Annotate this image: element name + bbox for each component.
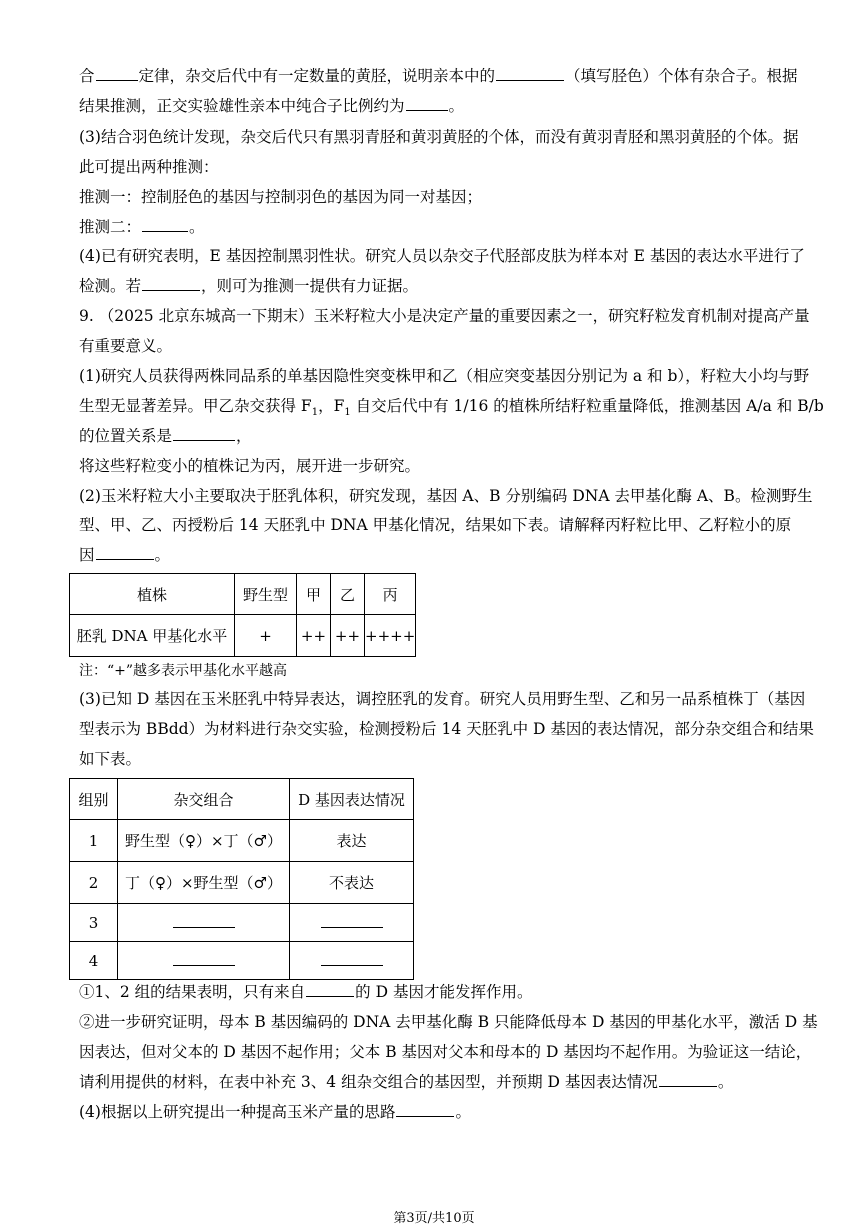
line-14: 将这些籽粒变小的植株记为丙，展开进一步研究。: [79, 457, 421, 475]
answer-blank[interactable]: [396, 1102, 454, 1117]
table-cell-blank[interactable]: [290, 942, 414, 980]
table-cell: 丁（♀）×野生型（♂）: [118, 862, 290, 904]
line-6: [79, 217, 205, 237]
text: ①1、2 组的结果表明，只有来自: [79, 983, 306, 1001]
answer-blank[interactable]: [173, 915, 235, 928]
answer-blank[interactable]: [173, 426, 235, 441]
subscript: 1: [344, 407, 351, 419]
answer-blank[interactable]: [142, 217, 188, 232]
table-cell: ++: [331, 615, 365, 657]
table-cell-blank[interactable]: [290, 904, 414, 942]
table-header: 野生型: [235, 574, 297, 615]
answer-blank[interactable]: [142, 276, 200, 291]
text: 的位置关系是: [79, 427, 173, 445]
text: 。: [455, 1103, 471, 1121]
text: 生型无显著差异。甲乙杂交获得 F: [79, 397, 312, 415]
text: 的 D 基因才能发挥作用。: [355, 983, 533, 1001]
text: 合: [79, 67, 95, 85]
text: 检测。若: [79, 277, 142, 295]
text: 请利用提供的材料，在表中补充 3、4 组杂交组合的基因型，并预期 D 基因表达情况: [79, 1073, 658, 1091]
text: （填写胫色）个体有杂合子。根据: [565, 67, 798, 85]
answer-blank[interactable]: [321, 953, 383, 966]
text: 自交后代中有 1/16 的植株所结籽粒重量降低，推测基因 A/a 和 B/b: [350, 397, 824, 415]
table-cell-blank[interactable]: [118, 904, 290, 942]
table-cell: 野生型（♀）×丁（♂）: [118, 820, 290, 862]
text: (4)根据以上研究提出一种提高玉米产量的思路: [79, 1103, 396, 1121]
line-17: [79, 545, 170, 565]
line-18: (3)已知 D 基因在玉米胚乳中特异表达，调控胚乳的发育。研究人员用野生型、乙和另一品系植株丁（基因: [79, 690, 806, 708]
line-22: ②进一步研究证明，母本 B 基因编码的 DNA 去甲基化酶 B 只能降低母本 D 基因的甲基化水平，激活 D 基: [79, 1013, 818, 1031]
text: 结果推测，正交实验雄性亲本中纯合子比例约为: [79, 97, 405, 115]
cross-table: [69, 778, 414, 980]
table-cell: 胚乳 DNA 甲基化水平: [70, 615, 235, 657]
table-header: 乙: [331, 574, 365, 615]
text: 定律，杂交后代中有一定数量的黄胫，说明亲本中的: [138, 67, 496, 85]
methylation-table: [69, 573, 416, 657]
table-cell: 1: [70, 820, 118, 862]
line-15: (2)玉米籽粒大小主要取决于胚乳体积，研究发现，基因 A、B 分别编码 DNA 去甲基化酶 A、B。检测野生: [79, 487, 813, 505]
line-2: [79, 96, 464, 116]
subscript: 1: [311, 407, 319, 419]
line-11: (1)研究人员获得两株同品系的单基因隐性突变株甲和乙（相应突变基因分别记为 a 和 b），籽粒大小均与野: [79, 367, 810, 385]
table-cell: 3: [70, 904, 118, 942]
text: ，则可为推测一提供有力证据。: [201, 277, 419, 295]
answer-blank[interactable]: [659, 1072, 717, 1087]
table-cell: 4: [70, 942, 118, 980]
table-cell: ++++: [365, 615, 416, 657]
table-header: 丙: [365, 574, 416, 615]
line-20: 如下表。: [79, 750, 142, 768]
answer-blank[interactable]: [96, 545, 154, 560]
answer-blank[interactable]: [406, 96, 448, 111]
line-1: [79, 66, 798, 86]
text: ，: [236, 427, 252, 445]
text: 推测二：: [79, 218, 142, 236]
line-12: [79, 396, 824, 423]
table-note: 注：“+”越多表示甲基化水平越高: [79, 663, 288, 679]
table-cell: 表达: [290, 820, 414, 862]
table-header: 组别: [70, 779, 118, 820]
line-3: (3)结合羽色统计发现，杂交后代只有黑羽青胫和黄羽黄胫的个体，而没有黄羽青胫和黑羽黄胫的个体。据: [79, 128, 799, 146]
line-16: 型、甲、乙、丙授粉后 14 天胚乳中 DNA 甲基化情况，结果如下表。请解释丙籽粒比甲、乙籽粒小的原: [79, 516, 792, 534]
table-header: 甲: [297, 574, 331, 615]
text: 。: [154, 546, 171, 564]
line-8: [79, 276, 418, 296]
text: ，F: [318, 397, 345, 415]
text: 。: [189, 218, 205, 236]
answer-blank[interactable]: [321, 915, 383, 928]
table-cell: 不表达: [290, 862, 414, 904]
text: 。: [448, 97, 465, 115]
answer-blank[interactable]: [306, 982, 354, 997]
table-cell: ++: [297, 615, 331, 657]
line-24: [79, 1072, 733, 1092]
line-21: [79, 982, 532, 1002]
table-header: 植株: [70, 574, 235, 615]
answer-blank[interactable]: [173, 953, 235, 966]
text: 。: [717, 1073, 734, 1091]
table-cell-blank[interactable]: [118, 942, 290, 980]
table-cell: +: [235, 615, 297, 657]
line-13: [79, 426, 252, 446]
line-23: 因表达，但对父本的 D 基因不起作用；父本 B 基因对父本和母本的 D 基因均不起作用。为验证这一结论，: [79, 1043, 812, 1061]
text: 因: [79, 546, 95, 564]
answer-blank[interactable]: [496, 66, 564, 81]
table-header: D 基因表达情况: [290, 779, 414, 820]
answer-blank[interactable]: [96, 66, 138, 81]
line-25: [79, 1102, 471, 1122]
line-10: 有重要意义。: [79, 337, 173, 355]
line-4: 此可提出两种推测：: [79, 158, 219, 176]
table-header: 杂交组合: [118, 779, 290, 820]
table-cell: 2: [70, 862, 118, 904]
line-7: (4)已有研究表明，E 基因控制黑羽性状。研究人员以杂交子代胫部皮肤为样本对 E 基因的表达水平进行了: [79, 247, 805, 265]
page-number: 第3页/共10页: [393, 1211, 475, 1226]
question-9-title: 9. （2025 北京东城高一下期末）玉米籽粒大小是决定产量的重要因素之一，研究籽粒发育机制对提高产量: [79, 307, 810, 325]
line-5: 推测一：控制胫色的基因与控制羽色的基因为同一对基因；: [79, 188, 483, 206]
line-19: 型表示为 BBdd）为材料进行杂交实验，检测授粉后 14 天胚乳中 D 基因的表达情况，部分杂交组合和结果: [79, 720, 814, 738]
